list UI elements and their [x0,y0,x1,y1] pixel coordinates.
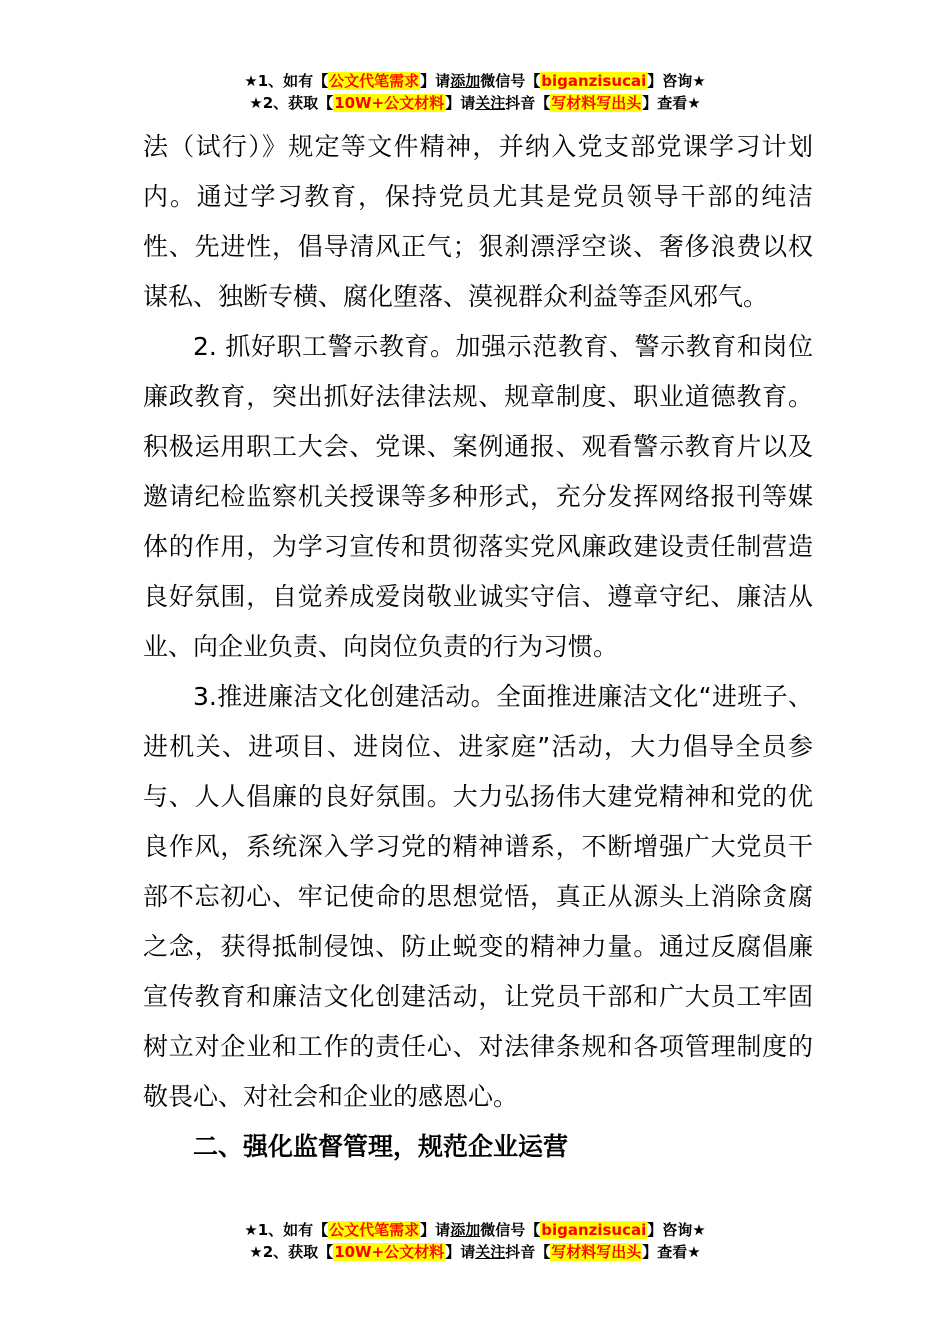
banner-highlight: 公文代笔需求 [329,72,420,90]
banner-line-2 [0,92,950,114]
banner-underlined: 关注 [475,94,506,112]
banner-highlight: 写材料写出头 [551,94,642,112]
banner-text: 】请 [445,94,476,112]
banner-text: 】查看★ [642,1243,701,1261]
banner-text: 】请 [420,1221,451,1239]
banner-line-1 [0,1219,950,1241]
banner-highlight: biganzisucai [541,72,647,90]
banner-text: 微信号【 [480,1221,541,1239]
banner-highlight: 写材料写出头 [551,1243,642,1261]
banner-text: 抖音【 [505,94,551,112]
banner-text: 】咨询★ [647,72,706,90]
banner-text: ★2、获取【 [249,1243,334,1261]
banner-text: ★2、获取【 [249,94,334,112]
paragraph-3: 3.推进廉洁文化创建活动。全面推进廉洁文化“进班子、进机关、进项目、进岗位、进家庭”活动，大力倡导全员参与、人人倡廉的良好氛围。大力弘扬伟大建党精神和党的优良作风，系统深入学习党的精神谱系，不断增强广大党员干部不忘初心、牢记使命的思想觉悟，真正从源头上消除贪腐之念，获得抵制侵蚀、防止蜕变的精神力量。通过反腐倡廉宣传教育和廉洁文化创建活动，让党员干部和广大员工牢固树立对企业和工作的责任心、对法律条规和各项管理制度的敬畏心、对社会和企业的感恩心。 [143,682,813,1111]
footer-banner [0,1219,950,1263]
banner-underlined: 添加 [450,1221,481,1239]
banner-text: 抖音【 [505,1243,551,1261]
banner-text: ★1、如有【 [244,1221,329,1239]
banner-text: ★1、如有【 [244,72,329,90]
banner-text: 微信号【 [480,72,541,90]
section-heading: 二、强化监督管理，规范企业运营 [193,1132,569,1161]
banner-underlined: 添加 [450,72,481,90]
header-banner [0,70,950,114]
paragraph-2: 2. 抓好职工警示教育。加强示范教育、警示教育和岗位廉政教育，突出抓好法律法规、规章制度、职业道德教育。积极运用职工大会、党课、案例通报、观看警示教育片以及邀请纪检监察机关授课等多种形式，充分发挥网络报刊等媒体的作用，为学习宣传和贯彻落实党风廉政建设责任制营造良好氛围，自觉养成爱岗敬业诚实守信、遵章守纪、廉洁从业、向企业负责、向岗位负责的行为习惯。 [143,332,813,661]
banner-line-1 [0,70,950,92]
banner-text: 】查看★ [642,94,701,112]
banner-underlined: 关注 [475,1243,506,1261]
paragraph-1: 法（试行）》规定等文件精神，并纳入党支部党课学习计划内。通过学习教育，保持党员尤其是党员领导干部的纯洁性、先进性，倡导清风正气；狠刹漂浮空谈、奢侈浪费以权谋私、独断专横、腐化堕落、漠视群众利益等歪风邪气。 [143,132,813,311]
banner-text: 】咨询★ [647,1221,706,1239]
banner-text: 】请 [420,72,451,90]
banner-highlight: 公文代笔需求 [329,1221,420,1239]
document-body [143,122,813,1172]
banner-highlight: 10W+公文材料 [334,1243,445,1261]
banner-text: 】请 [445,1243,476,1261]
banner-line-2 [0,1241,950,1263]
banner-highlight: biganzisucai [541,1221,647,1239]
banner-highlight: 10W+公文材料 [334,94,445,112]
